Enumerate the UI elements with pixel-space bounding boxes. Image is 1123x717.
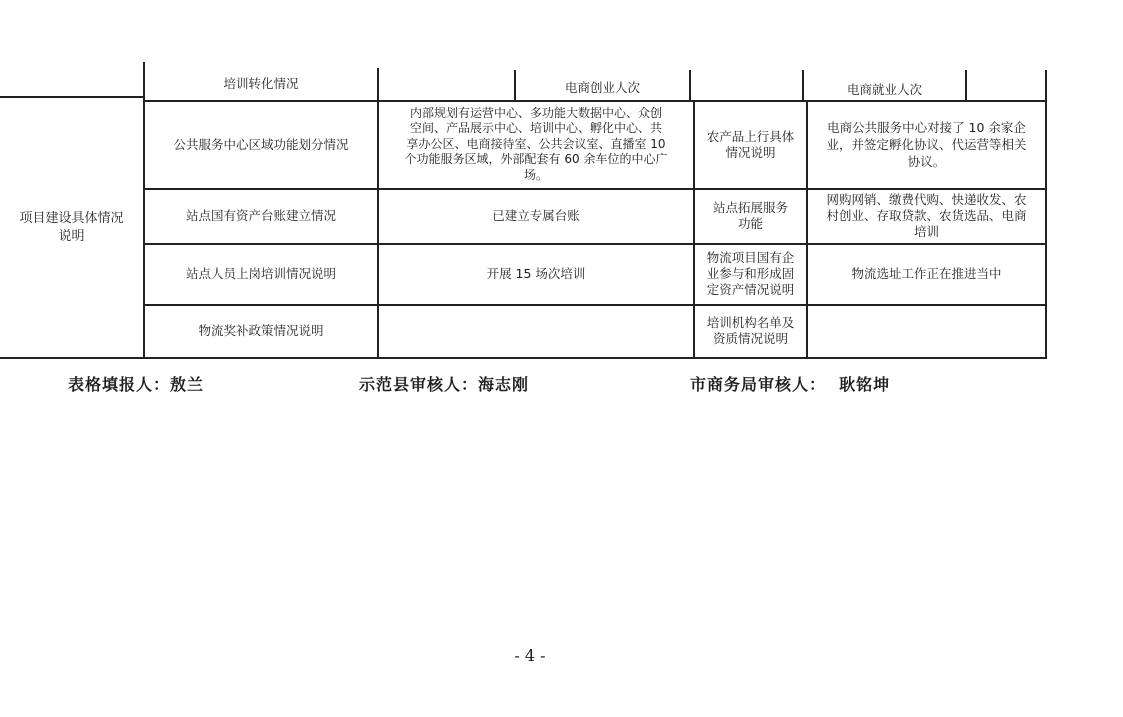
section-label: 项目建设具体情况 说明 xyxy=(19,210,124,244)
asset-ledger-value: 已建立专属台账 xyxy=(492,208,580,223)
training-conversion-label: 培训转化情况 xyxy=(223,76,299,91)
page-number: - 4 - xyxy=(514,646,546,665)
training-conversion-value xyxy=(379,68,514,100)
asset-ledger-label: 站点国有资产台账建立情况 xyxy=(185,208,336,223)
ecommerce-startup-value xyxy=(691,72,802,100)
ecommerce-employment-label: 电商就业人次 xyxy=(846,82,922,97)
logistics-subsidy-label: 物流奖补政策情况说明 xyxy=(198,323,324,338)
staff-training-label: 站点人员上岗培训情况说明 xyxy=(185,266,336,281)
station-services-label: 站点拓展服务 功能 xyxy=(712,200,788,231)
service-center-zoning-label: 公共服务中心区域功能划分情况 xyxy=(173,136,349,152)
staff-training-value: 开展 15 场次培训 xyxy=(486,266,586,281)
logistics-soe-value: 物流选址工作正在推进当中 xyxy=(851,266,1002,281)
station-services-value: 网购网销、缴费代购、快递收发、农 村创业、存取贷款、农货选品、电商 培训 xyxy=(826,192,1027,239)
county-reviewer-signature: 示范县审核人：海志刚 xyxy=(359,375,530,394)
logistics-soe-label: 物流项目国有企 业参与和形成固 定资产情况说明 xyxy=(706,250,795,297)
city-reviewer-signature: 市商务局审核人： 耿铭坤 xyxy=(690,375,891,394)
service-center-zoning-value: 内部规划有运营中心、多功能大数据中心、众创 空间、产品展示中心、培训中心、孵化中心、共 享办公区、电商接待室、公共会议室、直播室 10 个功能服务区域，外部配套有 60 余车位的中心广 场。 xyxy=(404,105,668,182)
logistics-subsidy-value xyxy=(379,305,693,357)
agri-upstream-value: 电商公共服务中心对接了 10 余家企 业，并签定孵化协议、代运营等相关 协议。 xyxy=(826,120,1027,169)
agri-upstream-label: 农产品上行具体 情况说明 xyxy=(706,128,795,160)
ecommerce-startup-label: 电商创业人次 xyxy=(564,80,640,95)
ecommerce-employment-value xyxy=(967,72,1045,100)
training-institutions-label: 培训机构名单及 资质情况说明 xyxy=(706,315,795,346)
form-filler-signature: 表格填报人：敖兰 xyxy=(68,375,205,394)
training-institutions-value xyxy=(808,305,1045,357)
